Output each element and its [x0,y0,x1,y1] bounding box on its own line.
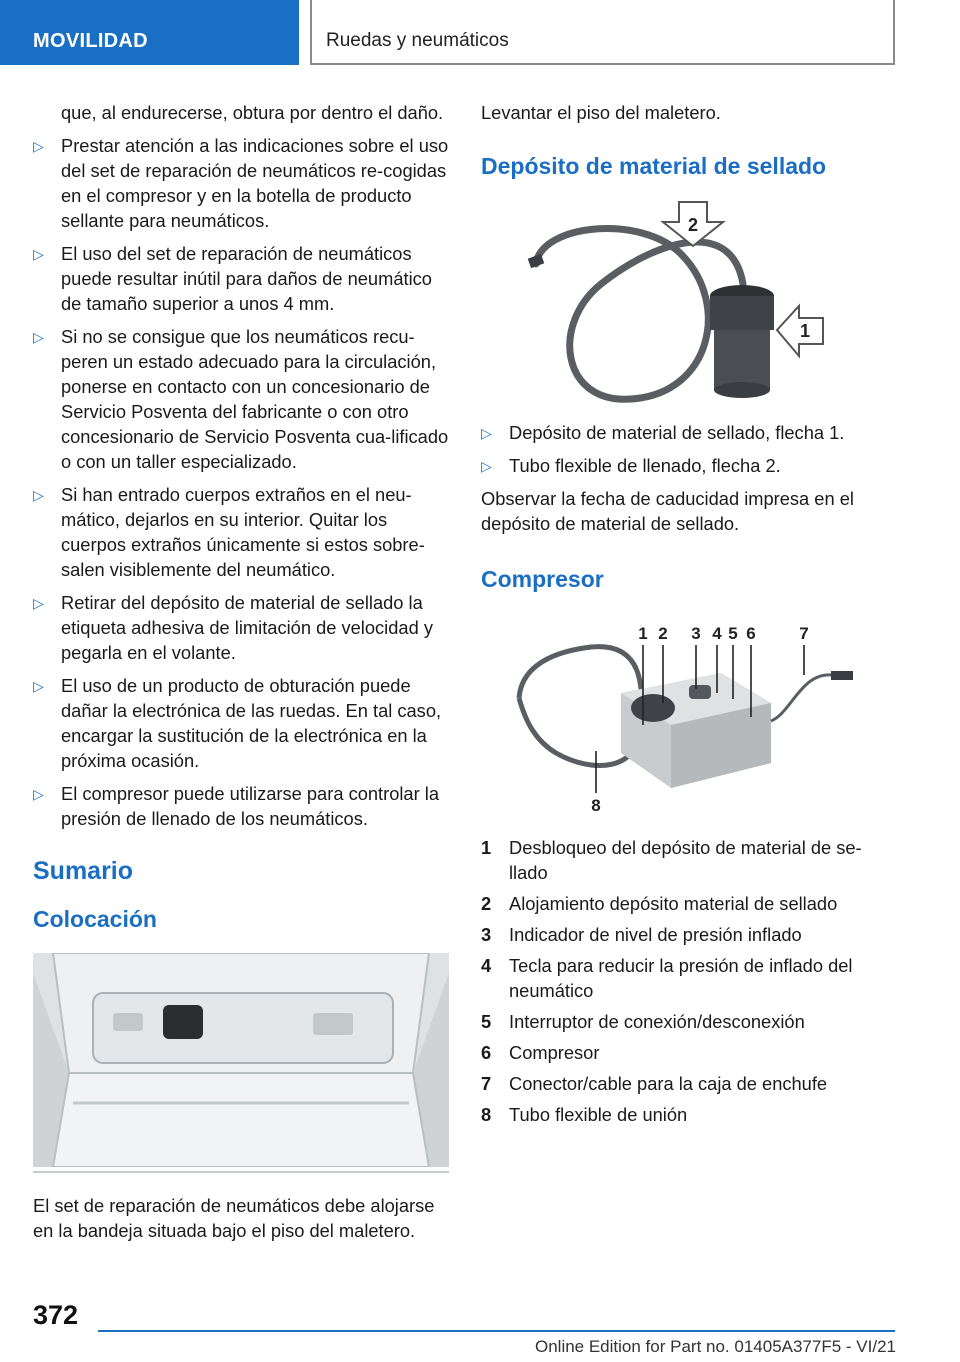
list-item: ▷ Si no se consigue que los neumáticos recu-peren un estado adecuado para la circulación, ponerse en contacto con un concesionario de Servicio Posventa del fabricante o con otro concesionario de Servicio Posventa cua-lificado o con un taller especializado. [33,326,449,472]
expiry-text: Observar la fecha de caducidad impresa en el depósito de material de sellado. [481,488,854,534]
triangle-bullet-icon: ▷ [481,458,492,474]
sealant-container-figure [481,194,897,410]
left-column [33,100,449,1243]
warning-bullet-list [33,133,449,831]
figure-label: 2 [658,624,668,643]
colocacion-text: El set de reparación de neumáticos debe alojarse en la bandeja situada bajo el piso del maletero. [33,1195,435,1241]
subheading-colocacion: Colocación [33,906,157,932]
footer-edition: Online Edition for Part no. 01405A377F5 - VI/21 [534,1337,896,1356]
subheading-compresor: Compresor [481,566,604,592]
triangle-bullet-icon: ▷ [33,786,44,802]
triangle-bullet-icon: ▷ [481,425,492,441]
intro-continuation: que, al endurecerse, obtura por dentro el daño. [61,102,444,123]
list-item: 7 Conector/cable para la caja de enchufe [481,1073,828,1094]
subheading-deposito: Depósito de material de sellado [481,153,827,179]
triangle-bullet-icon: ▷ [33,487,44,503]
triangle-bullet-icon: ▷ [33,138,44,154]
list-item: 6 Compresor [481,1042,600,1063]
list-item: 8 Tubo flexible de unión [481,1104,688,1125]
compressor-figure [481,613,897,813]
list-item: 3 Indicador de nivel de presión inflado [481,924,802,945]
figure-label: 5 [728,624,738,643]
list-item: 1 Desbloqueo del depósito de material de se-llado [481,837,862,883]
list-item: ▷ Depósito de material de sellado, flecha 1. [481,420,897,445]
photo-divider [33,1171,449,1173]
figure-label: 1 [638,624,648,643]
list-item: ▷ Prestar atención a las indicaciones sobre el uso del set de reparación de neumáticos re-cogidas en el compresor y en la botella de producto sellante para neumáticos. [33,135,449,231]
header-section-tab [0,0,299,65]
section-heading-sumario: Sumario [33,857,134,885]
deposito-bullet-list [481,420,897,478]
list-item: ▷ Retirar del depósito de material de sellado la etiqueta adhesiva de limitación de velocidad y pegarla en el volante. [33,592,433,663]
header-chapter-box [310,0,895,65]
list-item: ▷ El uso del set de reparación de neumáticos puede resultar inútil para daños de neumático de tamaño superior a unos 4 mm. [33,243,432,314]
figure-label: 6 [746,624,756,643]
footer-divider [98,1330,895,1332]
page-number: 372 [33,1300,79,1330]
figure-label: 3 [691,624,701,643]
triangle-bullet-icon: ▷ [33,678,44,694]
figure-label: 2 [687,215,699,235]
list-item: 4 Tecla para reducir la presión de inflado del neumático [481,955,853,1001]
list-item: ▷ El uso de un producto de obturación puede dañar la electrónica de las ruedas. En tal caso, encargar la sustitución de la electrónica en la próxima ocasión. [33,675,442,771]
figure-label: 7 [799,624,809,643]
list-item: 5 Interruptor de conexión/desconexión [481,1011,805,1032]
figure-label: 8 [591,796,601,813]
figure-label: 1 [799,321,811,341]
list-item: ▷ El compresor puede utilizarse para controlar la presión de llenado de los neumáticos. [33,783,439,829]
header-section-title: MOVILIDAD [33,30,148,52]
header-chapter-title: Ruedas y neumáticos [326,30,509,51]
right-column [481,100,897,1127]
triangle-bullet-icon: ▷ [33,595,44,611]
list-item: 2 Alojamiento depósito material de sellado [481,893,838,914]
figure-label: 4 [712,624,722,643]
compressor-parts-list [481,835,897,1127]
lift-floor-text: Levantar el piso del maletero. [481,102,721,123]
triangle-bullet-icon: ▷ [33,246,44,262]
list-item: ▷ Si han entrado cuerpos extraños en el neu-mático, dejarlos en su interior. Quitar los cuerpos extraños únicamente si estos sobre-salen visiblemente del neumático. [33,484,425,580]
list-item: ▷ Tubo flexible de llenado, flecha 2. [481,453,897,478]
trunk-photo [33,953,449,1167]
triangle-bullet-icon: ▷ [33,329,44,345]
